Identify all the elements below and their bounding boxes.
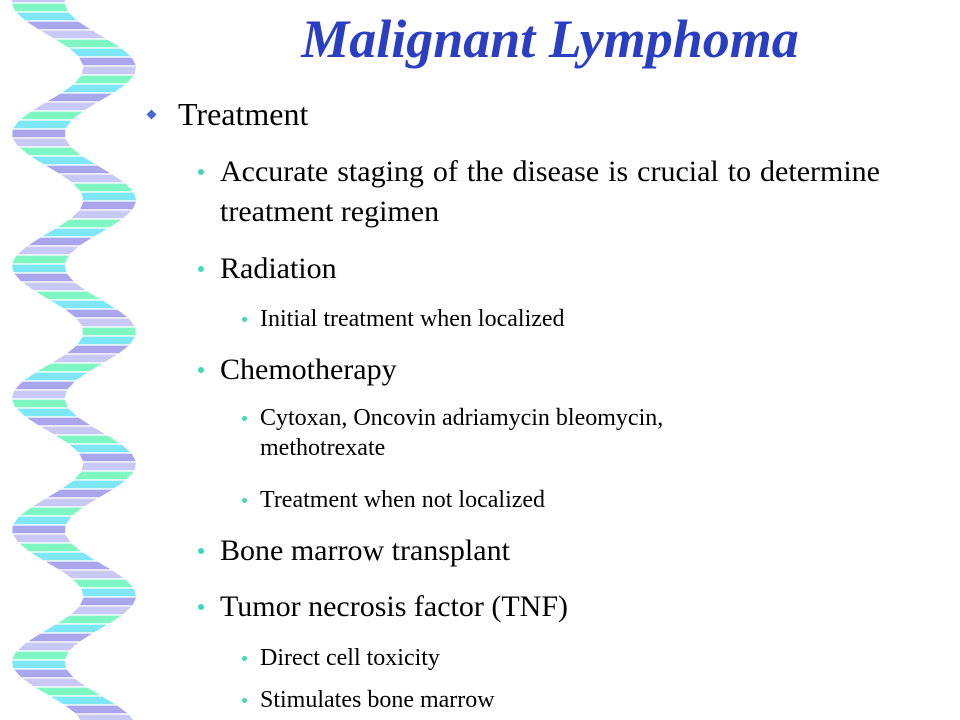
ribbon-segment (49, 300, 118, 309)
bullet-chemotherapy: Chemotherapy (220, 353, 397, 386)
ribbon-segment (11, 399, 69, 408)
ribbon-segment (54, 435, 122, 444)
ribbon-segment (73, 471, 135, 480)
ribbon-segment (11, 255, 70, 264)
round-bullet-icon (198, 169, 204, 175)
wavy-ribbon-decoration (0, 0, 150, 720)
subbullet-stimulates-marrow: Stimulates bone marrow (260, 687, 495, 713)
ribbon-segment (81, 462, 137, 471)
ribbon-segment (78, 453, 137, 462)
ribbon-segment (21, 678, 88, 687)
ribbon-segment (11, 264, 67, 273)
ribbon-segment (34, 291, 103, 300)
ribbon-segment (44, 561, 113, 570)
ribbon-segment (16, 642, 80, 651)
ribbon-segment (44, 165, 113, 174)
ribbon-segment (13, 273, 75, 282)
ribbon-segment (39, 30, 108, 39)
ribbon-segment (64, 705, 130, 714)
ribbon-segment (45, 489, 114, 498)
ribbon-segment (11, 651, 70, 660)
ribbon-segment (69, 606, 133, 615)
ribbon-segment (64, 309, 130, 318)
ribbon-segment (72, 183, 135, 192)
ribbon-segment (34, 687, 103, 696)
ribbon-segment (12, 525, 66, 534)
ribbon-segment (82, 327, 136, 336)
ribbon-segment (59, 174, 126, 183)
ribbon-segment (73, 75, 135, 84)
ribbon-segment (45, 93, 114, 102)
ribbon-segment (13, 669, 75, 678)
ribbon-segment (19, 507, 85, 516)
round-bullet-icon (198, 266, 204, 272)
round-bullet-icon (198, 548, 204, 554)
ribbon-segment (80, 192, 137, 201)
ribbon-segment (12, 138, 72, 147)
ribbon-segment (29, 156, 98, 165)
ribbon-segment (31, 102, 100, 111)
ribbon-segment (29, 552, 98, 561)
heading-treatment: Treatment (178, 96, 309, 132)
ribbon-segment (26, 633, 94, 642)
subbullet-not-localized: Treatment when not localized (260, 487, 546, 513)
ribbon-segment (75, 318, 136, 327)
ribbon-segment (26, 237, 94, 246)
round-bullet-icon (242, 698, 247, 703)
ribbon-segment (68, 444, 132, 453)
ribbon-segment (22, 372, 89, 381)
ribbon-segment (19, 111, 85, 120)
ribbon-segment (60, 84, 127, 93)
subbullet-initial-treatment: Initial treatment when localized (260, 306, 565, 332)
ribbon-segment (79, 597, 137, 606)
ribbon-segment (15, 12, 79, 21)
ribbon-segment (54, 39, 122, 48)
bullet-radiation: Radiation (220, 252, 337, 285)
ribbon-segment (79, 201, 137, 210)
round-bullet-icon (198, 604, 204, 610)
bullet-staging: Accurate staging of the disease is crucial to determine treatment regimen (220, 155, 880, 228)
ribbon-segment (12, 516, 73, 525)
ribbon-segment (11, 390, 68, 399)
ribbon-segment (80, 588, 137, 597)
round-bullet-icon (242, 317, 247, 322)
ribbon-segment (14, 381, 77, 390)
ribbon-segment (69, 210, 133, 219)
round-bullet-icon (242, 416, 247, 421)
ribbon-segment (18, 147, 83, 156)
ribbon-segment (40, 228, 109, 237)
ribbon-segment (11, 3, 69, 12)
ribbon-segment (65, 345, 130, 354)
subbullet-drugs: Cytoxan, Oncovin adriamycin bleomycin, methotrexate (260, 405, 664, 461)
ribbon-segment (78, 57, 137, 66)
ribbon-segment (59, 570, 126, 579)
round-bullet-icon (242, 498, 247, 503)
ribbon-segment (31, 498, 100, 507)
ribbon-segment (12, 120, 73, 129)
ribbon-segment (75, 714, 136, 720)
ribbon-segment (15, 408, 79, 417)
round-bullet-icon (242, 656, 247, 661)
ribbon-segment (60, 480, 127, 489)
slide-title: Malignant Lymphoma (301, 9, 799, 69)
ribbon-segment (16, 246, 80, 255)
bullet-tnf: Tumor necrosis factor (TNF) (220, 590, 569, 623)
ribbon-segment (25, 417, 93, 426)
ribbon-segment (18, 543, 83, 552)
ribbon-segment (35, 363, 104, 372)
bullet-bone-marrow-transplant: Bone marrow transplant (220, 534, 510, 567)
ribbon-segment (56, 219, 124, 228)
ribbon-segment (81, 66, 137, 75)
ribbon-segment (12, 129, 66, 138)
ribbon-segment (76, 336, 136, 345)
ribbon-segment (40, 624, 109, 633)
ribbon-segment (12, 534, 72, 543)
ribbon-segment (11, 660, 67, 669)
ribbon-segment (68, 48, 132, 57)
ribbon-segment (39, 426, 108, 435)
ribbon-segment (56, 615, 124, 624)
round-bullet-icon (198, 367, 204, 373)
ribbon-segment (50, 354, 119, 363)
ribbon-segment (21, 282, 88, 291)
subbullet-direct-toxicity: Direct cell toxicity (260, 645, 440, 671)
ribbon-segment (49, 696, 118, 705)
ribbon-segment (72, 579, 135, 588)
ribbon-segment (25, 21, 93, 30)
